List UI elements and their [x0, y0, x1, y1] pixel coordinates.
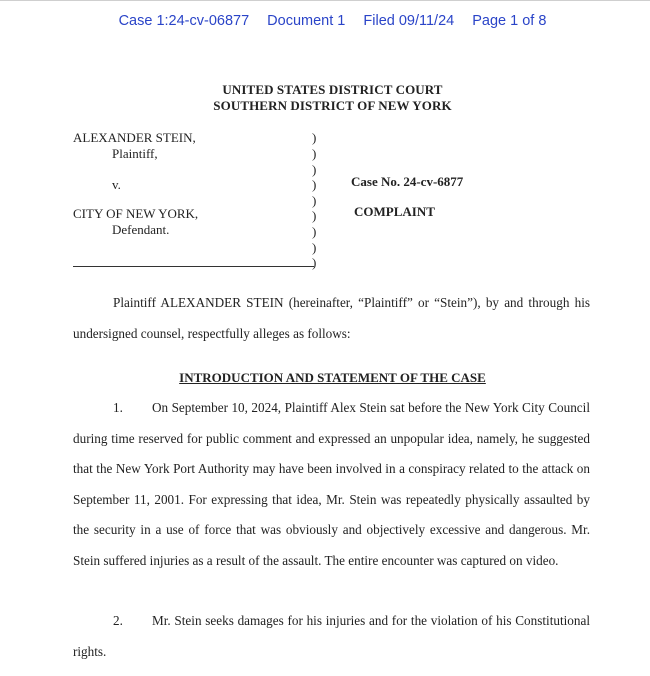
ecf-document-number: Document 1: [267, 13, 346, 29]
caption-paren: ): [312, 146, 317, 161]
versus: v.: [112, 177, 121, 192]
paragraph-1: [73, 393, 590, 577]
defendant-role: Defendant.: [112, 222, 170, 237]
caption-paren: ): [312, 162, 317, 177]
paragraph-text: Mr. Stein seeks damages for his injuries and for the violation of his Constitutional rights.: [73, 613, 590, 659]
plaintiff-name: ALEXANDER STEIN,: [73, 130, 196, 145]
caption-paren: ): [312, 208, 317, 223]
caption-paren: ): [312, 193, 317, 208]
ecf-page-count: Page 1 of 8: [472, 13, 547, 29]
intro-paragraph: [73, 288, 590, 349]
caption-underline: [73, 266, 314, 267]
caption-paren: ): [312, 177, 317, 192]
section-heading: INTRODUCTION AND STATEMENT OF THE CASE: [179, 370, 486, 385]
caption-paren: ): [312, 130, 317, 145]
court-line-2: SOUTHERN DISTRICT OF NEW YORK: [213, 97, 452, 113]
court-title: [0, 82, 650, 113]
paragraph-number: 2.: [113, 613, 123, 628]
caption-paren: ): [312, 255, 317, 270]
caption-paren: ): [312, 224, 317, 239]
plaintiff-role: Plaintiff,: [112, 146, 158, 161]
caption-paren: ): [312, 240, 317, 255]
intro-text: Plaintiff ALEXANDER STEIN (hereinafter, “Plaintiff” or “Stein”), by and through his undersigned counsel, respectfully alleges as follows:: [73, 295, 590, 341]
page-top-border: [0, 0, 650, 1]
case-number: Case No. 24-cv-6877: [351, 174, 464, 189]
ecf-case-number: Case 1:24-cv-06877: [118, 13, 250, 29]
court-line-1: UNITED STATES DISTRICT COURT: [222, 82, 443, 97]
defendant-name: CITY OF NEW YORK,: [73, 206, 199, 221]
paragraph-number: 1.: [113, 400, 123, 415]
ecf-filed-date: Filed 09/11/24: [363, 13, 455, 29]
paragraph-text: On September 10, 2024, Plaintiff Alex Stein sat before the New York City Council during time reserved for public comment and expressed an unpopular idea, namely, he suggested that the New York Port Authority may have been involved in a conspiracy related to the attack on September 11, 2001. For expressing that idea, Mr. Stein was repeatedly physically assaulted by the security in a use of force that was obviously and objectively excessive and dangerous. Mr. Stein suffered injuries as a result of the assault. The entire encounter was captured on video.: [73, 400, 590, 568]
ecf-header: [0, 13, 650, 29]
paragraph-2: [73, 606, 590, 667]
document-type: COMPLAINT: [354, 204, 435, 219]
